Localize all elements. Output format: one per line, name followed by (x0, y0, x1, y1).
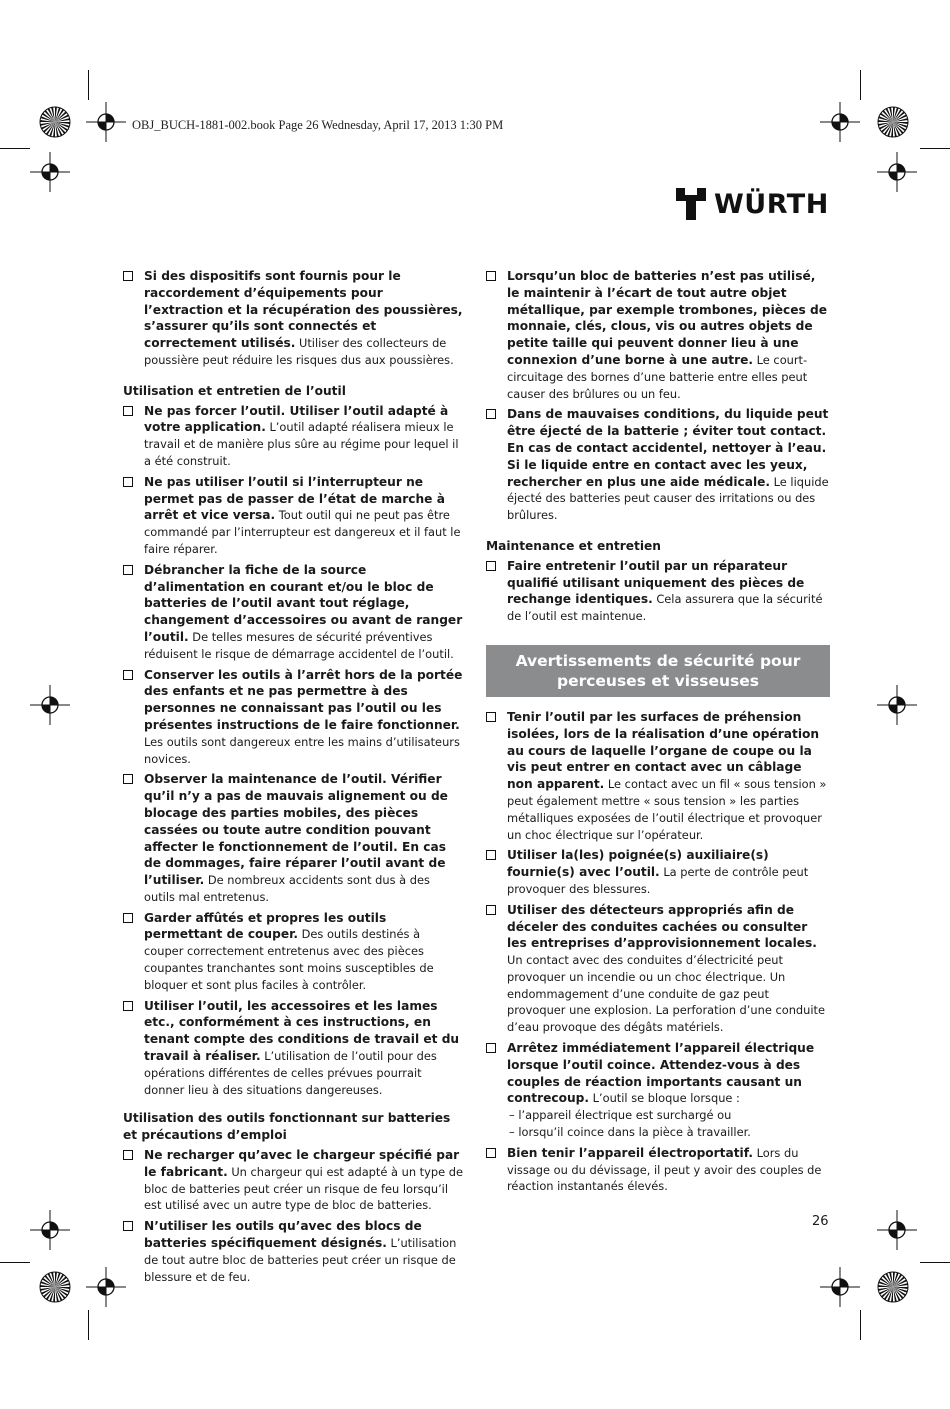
item-bold-text: Ne pas utiliser l’outil si l’interrupteur ne permet pas de passer de l’état de marche à arrêt et vice versa. (144, 474, 445, 523)
registration-mark-icon (877, 685, 917, 725)
item-body-text: Des outils destinés à couper correctement entretenus avec des pièces coupantes tranchantes sont moins susceptibles de bloquer et sont plus faciles à contrôler. (144, 927, 434, 992)
registration-mark-icon (86, 102, 126, 142)
item-bold-text: Bien tenir l’appareil électroportatif. (507, 1145, 753, 1160)
item-body-text: L’utilisation de tout autre bloc de batteries peut créer un risque de blessure et de feu. (144, 1236, 457, 1284)
checkbox-bullet-icon (486, 1148, 496, 1158)
checkbox-bullet-icon (486, 271, 496, 281)
list-item (486, 1145, 830, 1195)
right-column (486, 268, 830, 1199)
dash-item: – l’appareil électrique est surchargé ou (509, 1108, 732, 1123)
item-bold-text: Si des dispositifs sont fournis pour le raccordement d’équipements pour l’extraction et la récupération des poussières, s’assurer qu’ils sont connectés et correctement utilisés. (144, 269, 463, 351)
list-item (123, 268, 463, 369)
item-bold-text: Utiliser l’outil, les accessoires et les lames etc., conformément à ces instructions, en tenant compte des conditions de travail et du travail à réaliser. (144, 998, 460, 1064)
checkbox-bullet-icon (486, 905, 496, 915)
checkbox-bullet-icon (486, 409, 496, 419)
list-item (486, 1040, 830, 1141)
item-body-text: Tout outil qui ne peut pas être commandé par l’interrupteur est dangereux et il faut le faire réparer. (144, 508, 461, 556)
crop-mark (920, 148, 950, 149)
color-target-icon (876, 105, 910, 139)
registration-mark-icon (30, 685, 70, 725)
list-item (123, 562, 463, 663)
crop-mark (860, 70, 861, 100)
section-heading: Utilisation et entretien de l’outil (123, 383, 346, 398)
item-bold-text: Arrêtez immédiatement l’appareil électrique lorsque l’outil coince. Attendez-vous à des couples de réaction importants causant un contrecoup. (507, 1041, 815, 1106)
item-body-text: L’outil se bloque lorsque : (589, 1091, 740, 1106)
color-target-icon (876, 1270, 910, 1304)
left-column (123, 268, 463, 1289)
checkbox-bullet-icon (486, 712, 496, 722)
list-item (123, 998, 463, 1099)
item-body-text: Un chargeur qui est adapté à un type de bloc de batteries peut créer un risque de feu lorsqu’il est utilisé avec un autre type de bloc de batteries. (144, 1164, 463, 1213)
item-body-text: Le court-circuitage des bornes d’une batterie entre elles peut causer des brûlures ou un feu. (507, 352, 808, 401)
list-item (123, 474, 463, 558)
checkbox-bullet-icon (486, 850, 496, 860)
crop-mark (860, 1310, 861, 1340)
item-body-text: Utiliser des collecteurs de poussière peut réduire les risques dus aux poussières. (144, 336, 454, 367)
item-body-text: Les outils sont dangereux entre les mains d’utilisateurs novices. (144, 734, 460, 766)
item-body-text: Cela assurera que la sécurité de l’outil est maintenue. (507, 592, 823, 624)
item-bold-text: Ne pas forcer l’outil. Utiliser l’outil adapté à votre application. (144, 403, 449, 435)
list-item (486, 268, 830, 402)
item-bold-text: Observer la maintenance de l’outil. Vérifier qu’il n’y a pas de mauvais alignement ou de blocage des parties mobiles, des pièces cassées ou toute autre condition pouvant affecter le fonctionnement de l’outil. En cas de dommages, faire réparer l’outil avant de l’utiliser. (144, 772, 448, 888)
item-body-text: L’outil adapté réalisera mieux le travail et de manière plus sûre au régime pour lequel il a été construit. (144, 420, 459, 468)
list-item (486, 847, 830, 897)
checkbox-bullet-icon (123, 1150, 133, 1160)
dash-item: – lorsqu’il coince dans la pièce à travailler. (509, 1125, 751, 1140)
item-bold-text: Dans de mauvaises conditions, du liquide peut être éjecté de la batterie ; éviter tout contact. En cas de contact accidentel, nettoyer à l’eau. Si le liquide entre en contact avec les yeux, rechercher en plus une aide médicale. (507, 407, 829, 489)
registration-mark-icon (820, 102, 860, 142)
checkbox-bullet-icon (123, 670, 133, 680)
file-info-header: OBJ_BUCH-1881-002.book Page 26 Wednesday, April 17, 2013 1:30 PM (132, 118, 504, 132)
list-item (123, 667, 463, 768)
checkbox-bullet-icon (123, 1001, 133, 1011)
section-banner: Avertissements de sécurité pour perceuses et visseuses (486, 645, 830, 697)
list-item (123, 1218, 463, 1285)
checkbox-bullet-icon (123, 406, 133, 416)
item-body-text: La perte de contrôle peut provoquer des blessures. (507, 865, 809, 896)
crop-mark (88, 1310, 89, 1340)
section-heading: Maintenance et entretien (486, 538, 661, 553)
item-body-text: Le contact avec un fil « sous tension » peut également mettre « sous tension » les parties métalliques exposées de l’outil électrique et provoquer un choc électrique sur l’opérateur. (507, 777, 827, 842)
item-body-text: L’utilisation de l’outil pour des opérations différentes de celles prévues pourrait donner lieu à des situations dangereuses. (144, 1049, 437, 1097)
crop-mark (0, 148, 30, 149)
section-heading: Utilisation des outils fonctionnant sur batteries et précautions d’emploi (123, 1111, 451, 1143)
color-target-icon (38, 105, 72, 139)
item-body-text: Lors du vissage ou du dévissage, il peut y avoir des couples de réaction instantanés élevés. (507, 1145, 822, 1194)
registration-mark-icon (877, 1210, 917, 1250)
checkbox-bullet-icon (123, 477, 133, 487)
list-item (123, 403, 463, 470)
checkbox-bullet-icon (123, 565, 133, 575)
wurth-logo (676, 188, 829, 220)
checkbox-bullet-icon (123, 271, 133, 281)
registration-mark-icon (86, 1267, 126, 1307)
item-body-text: Le liquide éjecté des batteries peut causer des irritations ou des brûlures. (507, 474, 829, 523)
item-bold-text: Conserver les outils à l’arrêt hors de la portée des enfants et ne pas permettre à des personnes ne connaissant pas l’outil ou les présentes instructions de le faire fonctionner. (144, 667, 463, 732)
registration-mark-icon (877, 152, 917, 192)
checkbox-bullet-icon (123, 1221, 133, 1231)
item-body-text: Un contact avec des conduites d’électricité peut provoquer un incendie ou un choc électrique. Un endommagement d’une conduite de gaz peut provoquer une explosion. La perforation d’une conduite d’eau provoque des dégâts matériels. (507, 953, 826, 1035)
list-item (123, 771, 463, 905)
crop-mark (88, 70, 89, 100)
item-bold-text: Garder affûtés et propres les outils permettant de couper. (144, 910, 387, 942)
wurth-logo-icon (676, 188, 706, 220)
item-bold-text: Utiliser la(les) poignée(s) auxiliaire(s) fournie(s) avec l’outil. (507, 848, 769, 880)
crop-mark (0, 1262, 30, 1263)
list-item (123, 910, 463, 994)
list-item (123, 1147, 463, 1214)
item-bold-text: N’utiliser les outils qu’avec des blocs de batteries spécifiquement désignés. (144, 1219, 422, 1251)
crop-mark (920, 1262, 950, 1263)
list-item (486, 902, 830, 1036)
item-bold-text: Débrancher la fiche de la source d’alimentation en courant et/ou le bloc de batteries de l’outil avant tout réglage, changement d’accessoires ou avant de ranger l’outil. (144, 562, 463, 644)
registration-mark-icon (30, 152, 70, 192)
checkbox-bullet-icon (123, 913, 133, 923)
color-target-icon (38, 1270, 72, 1304)
page-number: 26 (812, 1214, 829, 1229)
item-bold-text: Lorsqu’un bloc de batteries n’est pas utilisé, le maintenir à l’écart de tout autre objet métallique, par exemple trombones, pièces de monnaie, clés, clous, vis ou autres objets de petite taille qui peuvent donner lieu à une connexion d’une borne à une autre. (507, 269, 828, 367)
registration-mark-icon (820, 1267, 860, 1307)
logo-text: WÜRTH (714, 188, 829, 220)
checkbox-bullet-icon (123, 774, 133, 784)
checkbox-bullet-icon (486, 561, 496, 571)
item-bold-text: Utiliser des détecteurs appropriés afin de déceler des conduites cachées ou consulter les entreprises d’approvisionnement locales. (507, 902, 817, 951)
list-item (486, 558, 830, 625)
registration-mark-icon (30, 1210, 70, 1250)
item-bold-text: Ne recharger qu’avec le chargeur spécifié par le fabricant. (144, 1148, 460, 1179)
list-item (486, 709, 830, 843)
item-body-text: De telles mesures de sécurité préventives réduisent le risque de démarrage accidentel de l’outil. (144, 629, 454, 661)
list-item (486, 406, 830, 524)
checkbox-bullet-icon (486, 1043, 496, 1053)
item-bold-text: Faire entretenir l’outil par un réparateur qualifié utilisant uniquement des pièces de rechange identiques. (507, 558, 805, 607)
item-body-text: De nombreux accidents sont dus à des outils mal entretenus. (144, 873, 430, 904)
item-bold-text: Tenir l’outil par les surfaces de préhension isolées, lors de la réalisation d’une opération au cours de laquelle l’organe de coupe ou la vis peut entrer en contact avec un câblage non apparent. (507, 709, 820, 792)
